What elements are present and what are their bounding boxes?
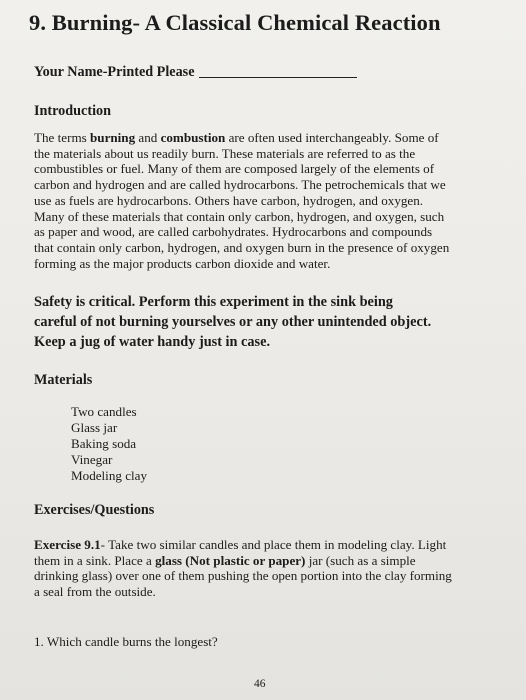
bold-term: burning [90, 130, 136, 145]
bold-term: combustion [160, 130, 226, 145]
text-run: The terms [34, 130, 90, 145]
introduction-line [34, 161, 449, 177]
page-number: 46 [254, 678, 266, 690]
safety-line: Keep a jug of water handy just in case. [34, 334, 271, 350]
bold-term: glass (Not plastic or paper) [155, 552, 306, 568]
material-item: Glass jar [71, 419, 118, 435]
text-run: Many of these materials that contain only carbon, hydrogen, and oxygen, such [34, 208, 445, 224]
text-run: use as fuels are hydrocarbons. Others have carbon, hydrogen, and oxygen. [34, 192, 424, 208]
introduction-line [34, 256, 449, 272]
introduction-heading: Introduction [34, 103, 111, 119]
text-run: that contain only carbon, hydrogen, and oxygen burn in the presence of oxygen [34, 239, 450, 255]
text-run: the materials about us readily burn. These materials are referred to as the [34, 145, 416, 161]
introduction-line [34, 240, 449, 256]
text-run: them in a sink. Place a [34, 552, 156, 568]
material-item: Modeling clay [71, 467, 147, 483]
exercise-line [34, 584, 452, 600]
question-1: 1. Which candle burns the longest? [34, 634, 218, 649]
name-field-row [34, 64, 357, 81]
materials-heading: Materials [34, 372, 93, 388]
name-field-label: Your Name-Printed Please [34, 64, 195, 80]
page-title: 9. Burning- A Classical Chemical Reaction [29, 10, 441, 35]
name-blank-line[interactable] [199, 76, 357, 78]
exercise-9-1-paragraph [34, 537, 452, 600]
exercise-line [34, 537, 452, 553]
text-run: are often used interchangeably. Some of [225, 130, 439, 145]
text-run: carbon and hydrogen and are called hydrocarbons. The petrochemicals that we [34, 177, 446, 193]
material-item: Two candles [71, 404, 137, 419]
safety-line: Safety is critical. Perform this experiment in the sink being [34, 294, 393, 310]
text-run: a seal from the outside. [34, 584, 156, 600]
introduction-line [34, 146, 449, 162]
material-item: Vinegar [71, 451, 113, 467]
text-run: combustibles or fuel. Many of them are composed largely of the elements of [34, 161, 435, 177]
exercise-line [34, 568, 452, 584]
text-run: - Take two similar candles and place them in modeling clay. Light [100, 537, 447, 552]
text-run: and [135, 130, 161, 145]
safety-warning [34, 292, 431, 352]
introduction-paragraph [34, 130, 449, 271]
text-run: jar (such as a simple [305, 552, 416, 568]
introduction-line [34, 193, 449, 209]
introduction-line [34, 224, 449, 240]
exercise-line [34, 553, 452, 569]
safety-line: careful of not burning yourselves or any other unintended object. [34, 314, 432, 330]
introduction-line [34, 177, 449, 193]
text-run: forming as the major products carbon dioxide and water. [34, 255, 331, 271]
introduction-line [34, 209, 449, 225]
materials-list [71, 404, 147, 484]
text-run: drinking glass) over one of them pushing the open portion into the clay forming [34, 568, 452, 584]
material-item: Baking soda [71, 435, 137, 451]
introduction-line [34, 130, 449, 146]
bold-term: Exercise 9.1 [34, 537, 101, 552]
exercises-heading: Exercises/Questions [34, 502, 155, 518]
text-run: as paper and wood, are called carbohydrates. Hydrocarbons and compounds [34, 224, 433, 240]
